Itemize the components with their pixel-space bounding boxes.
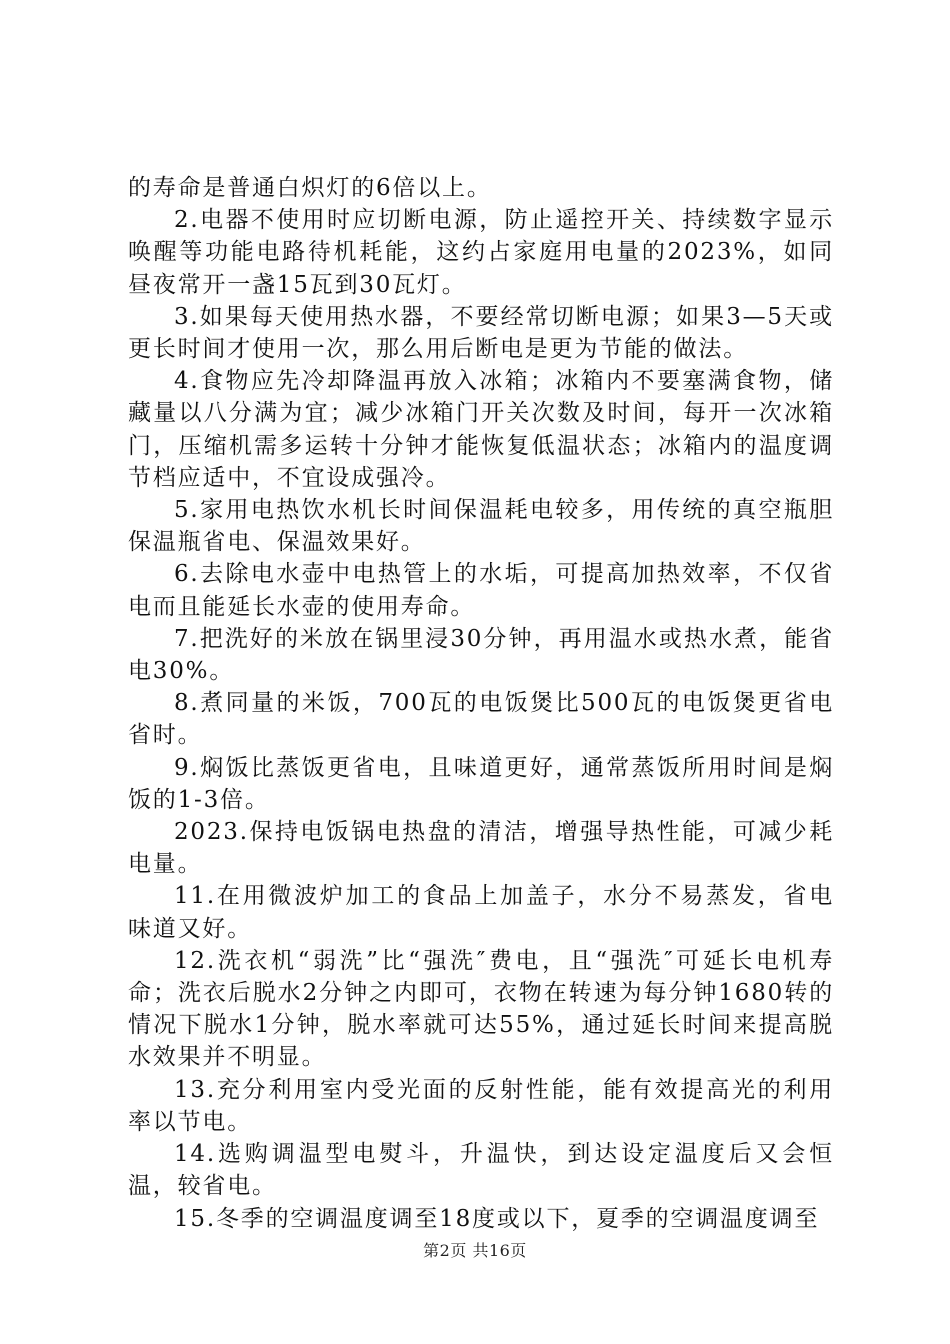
paragraph-item-8: 8.煮同量的米饭，700瓦的电饭煲比500瓦的电饭煲更省电省时。 [128, 690, 834, 749]
paragraph-item-12: 12.洗衣机“弱洗”比“强洗″费电，且“强洗″可延长电机寿命；洗衣后脱水2分钟之内即可，衣物在转速为每分钟1680转的情况下脱水1分钟，脱水率就可达55%，通过延长时间来提高脱水效果并不明显。 [128, 947, 834, 1071]
paragraph-item-7: 7.把洗好的米放在锅里浸30分钟，再用温水或热水煮，能省电30%。 [128, 625, 834, 685]
paragraph-continued: 的寿命是普通白炽灯的6倍以上。 [128, 175, 492, 201]
paragraph-item-13: 13.充分利用室内受光面的反射性能，能有效提高光的利用率以节电。 [128, 1076, 834, 1135]
paragraph-item-5: 5.家用电热饮水机长时间保温耗电较多，用传统的真空瓶胆保温瓶省电、保温效果好。 [128, 497, 834, 556]
paragraph-item-11: 11.在用微波炉加工的食品上加盖子，水分不易蒸发，省电味道又好。 [128, 883, 834, 942]
page-footer [0, 1238, 950, 1261]
paragraph-item-15: 15.冬季的空调温度调至18度或以下，夏季的空调温度调至 [174, 1205, 820, 1232]
paragraph-item-14: 14.选购调温型电熨斗，升温快，到达设定温度后又会恒温，较省电。 [128, 1141, 834, 1200]
paragraph-item-9: 9.焖饭比蒸饭更省电，且味道更好，通常蒸饭所用时间是焖饭的1-3倍。 [128, 754, 834, 813]
paragraph-item-10: 2023.保持电饭锅电热盘的清洁，增强导热性能，可减少耗电量。 [128, 819, 834, 878]
document-body [128, 172, 834, 1235]
paragraph-item-2: 2.电器不使用时应切断电源，防止遥控开关、持续数字显示唤醒等功能电路待机耗能，这约占家庭用电量的2023%，如同昼夜常开一盏15瓦到30瓦灯。 [128, 207, 834, 298]
paragraph-item-6: 6.去除电水壶中电热管上的水垢，可提高加热效率，不仅省电而且能延长水壶的使用寿命。 [128, 561, 834, 620]
paragraph-item-3: 3.如果每天使用热水器，不要经常切断电源；如果3—5天或更长时间才使用一次，那么用后断电是更为节能的做法。 [128, 303, 834, 363]
paragraph-item-4: 4.食物应先冷却降温再放入冰箱；冰箱内不要塞满食物，储藏量以八分满为宜；减少冰箱门开关次数及时间，每开一次冰箱门，压缩机需多运转十分钟才能恢复低温状态；冰箱内的温度调节档应适中，不宜设成强冷。 [128, 368, 834, 491]
page-number-label: 第2页 共16页 [423, 1241, 527, 1260]
